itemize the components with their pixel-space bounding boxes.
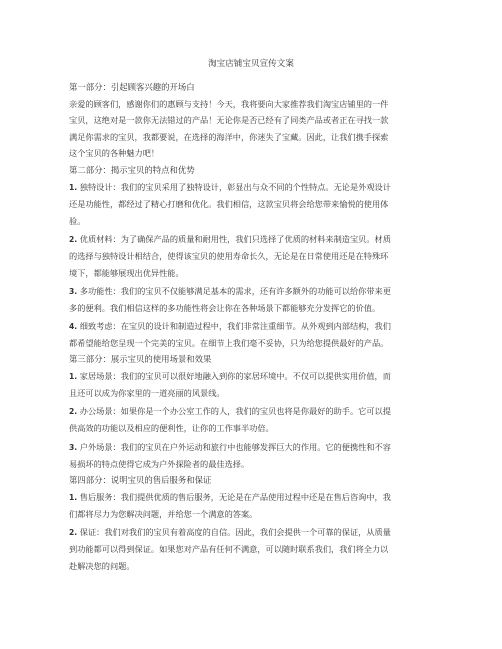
paragraph-line: 优质材料：为了确保产品的质量和耐用性，我们只选择了优质的材料来制造宝贝。材质	[79, 234, 391, 244]
paragraph-line: 售后服务：我们提供优质的售后服务，无论是在产品使用过程中还是在售后咨询中，我	[79, 492, 391, 502]
section-heading-3: 第三部分：展示宝贝的使用场景和效果	[69, 354, 212, 364]
document-page	[69, 0, 433, 649]
feature-item-2	[69, 231, 433, 281]
paragraph-line: 都希望能给您呈现一个完美的宝贝。在细节上我们毫不妥协，只为给您提供最好的产品。	[69, 338, 389, 349]
paragraph-line: 满足你需求的宝贝，我都要说，在选择的海洋中，你迷失了宝藏。因此，让我们携手探索	[69, 131, 389, 142]
paragraph-line: 多的便利。我们相信这样的多功能性将会让你在各种场景下都能够充分发挥它的价值。	[69, 303, 381, 314]
intro-paragraph	[69, 96, 433, 161]
paragraph-line: 供高效的功能以及相应的便利性，让你的工作事半功倍。	[69, 423, 274, 434]
paragraph-line: 验。	[69, 215, 86, 226]
item-number: 2.	[69, 407, 78, 416]
paragraph-line: 们都将尽力为您解决问题，并给您一个满意的答案。	[69, 509, 258, 520]
scene-item-1	[69, 368, 433, 402]
paragraph-line: 还是功能性，都经过了精心打磨和优化。我们相信，这款宝贝将会给您带来愉悦的使用体	[69, 199, 389, 210]
paragraph-line: 独特设计：我们的宝贝采用了独特设计，彰显出与众不同的个性特点。无论是外观设计	[79, 182, 391, 192]
item-number: 1.	[69, 372, 78, 381]
paragraph-line: 赴解决您的问题。	[69, 560, 135, 571]
paragraph-line: 到功能都可以得到保证。如果您对产品有任何不满意，可以随时联系我们，我们将全力以	[69, 544, 389, 555]
item-number: 1.	[69, 493, 78, 502]
paragraph-line: 保证：我们对我们的宝贝有着高度的自信。因此，我们会提供一个可靠的保证，从质量	[79, 527, 391, 537]
feature-item-1	[69, 179, 433, 229]
feature-item-4	[69, 318, 433, 352]
item-number: 2.	[69, 528, 78, 537]
item-number: 4.	[69, 322, 78, 331]
paragraph-line: 家居场景：我们的宝贝可以很好地融入到你的家居环境中。不仅可以提供实用价值，而	[79, 371, 391, 381]
paragraph-line: 细致考虑：在宝贝的设计和制造过程中，我们非常注重细节。从外观到内部结构，我们	[79, 321, 391, 331]
item-number: 2.	[69, 235, 78, 244]
paragraph-line: 这个宝贝的各种魅力吧！	[69, 147, 160, 158]
section-heading-4: 第四部分：说明宝贝的售后服务和保证	[69, 475, 212, 485]
item-number: 1.	[69, 183, 78, 192]
document-title: 淘宝店铺宝贝宣传文案	[208, 59, 294, 69]
section-heading-1: 第一部分：引起顾客兴趣的开场白	[69, 82, 195, 92]
paragraph-line: 办公场景：如果你是一个办公室工作的人，我们的宝贝也将是你最好的助手。它可以提	[79, 406, 391, 416]
item-number: 3.	[69, 443, 78, 452]
item-number: 3.	[69, 287, 78, 296]
paragraph-line: 易损坏的特点使得它成为户外探险者的最佳选择。	[69, 459, 250, 470]
paragraph-line: 宝贝，这绝对是一款你无法错过的产品！无论你是否已经有了同类产品或者正在寻找一款	[69, 115, 389, 126]
paragraph-line: 亲爱的顾客们，感谢你们的惠顾与支持！今天，我将要向大家推荐我们淘宝店铺里的一件	[69, 99, 389, 109]
service-item-1	[69, 489, 433, 523]
section-heading-2: 第二部分：揭示宝贝的特点和优势	[69, 165, 195, 175]
paragraph-line: 境下，都能够展现出优异性能。	[69, 267, 184, 278]
paragraph-line: 的选择与独特设计相结合，使得该宝贝的使用寿命长久，无论是在日常使用还是在特殊环	[69, 251, 389, 262]
scene-item-3	[69, 439, 433, 473]
paragraph-line: 户外场景：我们的宝贝在户外运动和旅行中也能够发挥巨大的作用。它的便携性和不容	[79, 442, 391, 452]
paragraph-line: 且还可以成为你家里的一道亮丽的风景线。	[69, 388, 225, 399]
paragraph-line: 多功能性：我们的宝贝不仅能够满足基本的需求，还有许多额外的功能可以给你带来更	[79, 286, 391, 296]
service-item-2	[69, 524, 433, 574]
feature-item-3	[69, 283, 433, 317]
scene-item-2	[69, 403, 433, 437]
